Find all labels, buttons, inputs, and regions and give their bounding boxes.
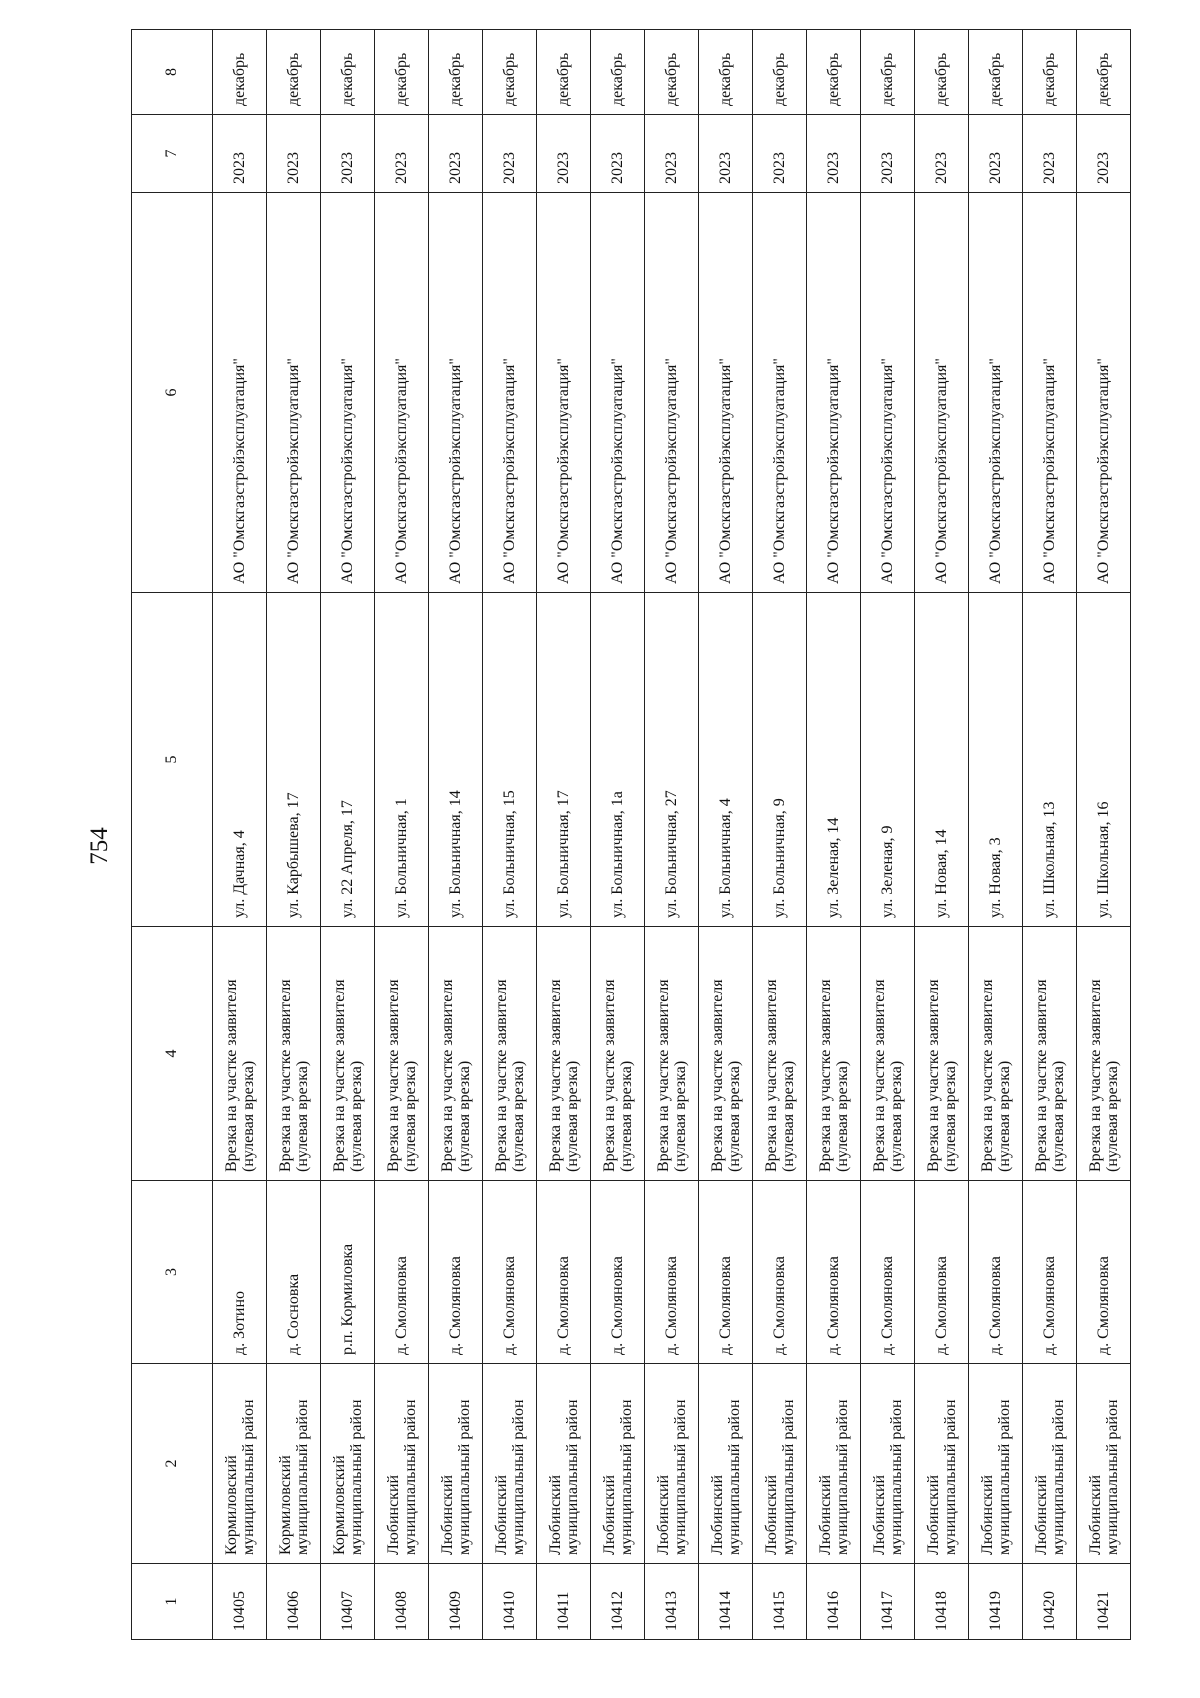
table-row <box>807 30 861 1640</box>
cell-district: Любинский муниципальный район <box>645 1364 699 1564</box>
cell-month: декабрь <box>753 30 807 115</box>
cell-year: 2023 <box>321 115 375 193</box>
cell-month: декабрь <box>915 30 969 115</box>
cell-locality: д. Смоляновка <box>537 1181 591 1364</box>
cell-address: ул. Больничная, 27 <box>645 593 699 927</box>
cell-number: 10417 <box>861 1564 915 1640</box>
cell-number: 10414 <box>699 1564 753 1640</box>
cell-address: ул. Школьная, 16 <box>1077 593 1131 927</box>
cell-month: декабрь <box>861 30 915 115</box>
cell-year: 2023 <box>807 115 861 193</box>
cell-locality: д. Смоляновка <box>483 1181 537 1364</box>
column-header: 6 <box>132 193 213 593</box>
column-header: 4 <box>132 927 213 1181</box>
cell-locality: д. Смоляновка <box>915 1181 969 1364</box>
cell-district: Любинский муниципальный район <box>1077 1364 1131 1564</box>
cell-work-type: Врезка на участке заявителя (нулевая врезка) <box>375 927 429 1181</box>
cell-month: декабрь <box>1077 30 1131 115</box>
table-row <box>213 30 267 1640</box>
table-row <box>753 30 807 1640</box>
cell-organization: АО "Омскгазстройэксплуатация" <box>807 193 861 593</box>
cell-year: 2023 <box>591 115 645 193</box>
table-row <box>1077 30 1131 1640</box>
table-row <box>861 30 915 1640</box>
cell-work-type: Врезка на участке заявителя (нулевая врезка) <box>915 927 969 1181</box>
cell-month: декабрь <box>321 30 375 115</box>
cell-locality: д. Смоляновка <box>645 1181 699 1364</box>
cell-district: Любинский муниципальный район <box>537 1364 591 1564</box>
cell-work-type: Врезка на участке заявителя (нулевая врезка) <box>591 927 645 1181</box>
cell-organization: АО "Омскгазстройэксплуатация" <box>591 193 645 593</box>
cell-organization: АО "Омскгазстройэксплуатация" <box>1023 193 1077 593</box>
cell-organization: АО "Омскгазстройэксплуатация" <box>861 193 915 593</box>
cell-district: Любинский муниципальный район <box>429 1364 483 1564</box>
cell-number: 10420 <box>1023 1564 1077 1640</box>
cell-organization: АО "Омскгазстройэксплуатация" <box>915 193 969 593</box>
cell-number: 10421 <box>1077 1564 1131 1640</box>
cell-district: Любинский муниципальный район <box>591 1364 645 1564</box>
cell-district: Любинский муниципальный район <box>375 1364 429 1564</box>
cell-locality: д. Смоляновка <box>375 1181 429 1364</box>
table-row <box>429 30 483 1640</box>
cell-year: 2023 <box>699 115 753 193</box>
table-row <box>645 30 699 1640</box>
cell-work-type: Врезка на участке заявителя (нулевая врезка) <box>321 927 375 1181</box>
table-row <box>321 30 375 1640</box>
cell-number: 10415 <box>753 1564 807 1640</box>
cell-district: Любинский муниципальный район <box>915 1364 969 1564</box>
cell-organization: АО "Омскгазстройэксплуатация" <box>429 193 483 593</box>
cell-number: 10411 <box>537 1564 591 1640</box>
cell-work-type: Врезка на участке заявителя (нулевая врезка) <box>1077 927 1131 1181</box>
cell-locality: р.п. Кормиловка <box>321 1181 375 1364</box>
cell-number: 10405 <box>213 1564 267 1640</box>
cell-year: 2023 <box>915 115 969 193</box>
cell-work-type: Врезка на участке заявителя (нулевая врезка) <box>645 927 699 1181</box>
cell-year: 2023 <box>861 115 915 193</box>
cell-work-type: Врезка на участке заявителя (нулевая врезка) <box>861 927 915 1181</box>
cell-district: Кормиловский муниципальный район <box>267 1364 321 1564</box>
cell-month: декабрь <box>429 30 483 115</box>
cell-locality: д. Смоляновка <box>591 1181 645 1364</box>
cell-year: 2023 <box>753 115 807 193</box>
cell-year: 2023 <box>645 115 699 193</box>
cell-number: 10418 <box>915 1564 969 1640</box>
cell-work-type: Врезка на участке заявителя (нулевая врезка) <box>753 927 807 1181</box>
cell-organization: АО "Омскгазстройэксплуатация" <box>645 193 699 593</box>
cell-locality: д. Смоляновка <box>1023 1181 1077 1364</box>
cell-work-type: Врезка на участке заявителя (нулевая врезка) <box>807 927 861 1181</box>
cell-address: ул. Больничная, 17 <box>537 593 591 927</box>
cell-address: ул. Больничная, 1 <box>375 593 429 927</box>
cell-address: ул. Дачная, 4 <box>213 593 267 927</box>
cell-number: 10419 <box>969 1564 1023 1640</box>
table-row <box>969 30 1023 1640</box>
cell-address: ул. Зеленая, 9 <box>861 593 915 927</box>
cell-locality: д. Смоляновка <box>807 1181 861 1364</box>
column-header: 3 <box>132 1181 213 1364</box>
cell-organization: АО "Омскгазстройэксплуатация" <box>699 193 753 593</box>
cell-address: ул. Школьная, 13 <box>1023 593 1077 927</box>
cell-year: 2023 <box>267 115 321 193</box>
page-number: 754 <box>86 827 113 865</box>
cell-organization: АО "Омскгазстройэксплуатация" <box>1077 193 1131 593</box>
cell-address: ул. Карбышева, 17 <box>267 593 321 927</box>
cell-address: ул. Новая, 14 <box>915 593 969 927</box>
cell-address: ул. Больничная, 9 <box>753 593 807 927</box>
table-row <box>375 30 429 1640</box>
cell-year: 2023 <box>1077 115 1131 193</box>
cell-year: 2023 <box>213 115 267 193</box>
cell-district: Любинский муниципальный район <box>807 1364 861 1564</box>
cell-locality: д. Смоляновка <box>753 1181 807 1364</box>
cell-month: декабрь <box>591 30 645 115</box>
cell-month: декабрь <box>537 30 591 115</box>
gas-connection-table <box>131 29 1131 1640</box>
cell-address: ул. Больничная, 1а <box>591 593 645 927</box>
cell-address: ул. Зеленая, 14 <box>807 593 861 927</box>
cell-address: ул. 22 Апреля, 17 <box>321 593 375 927</box>
table-row <box>483 30 537 1640</box>
cell-organization: АО "Омскгазстройэксплуатация" <box>321 193 375 593</box>
cell-organization: АО "Омскгазстройэксплуатация" <box>213 193 267 593</box>
column-header: 2 <box>132 1364 213 1564</box>
table-row <box>537 30 591 1640</box>
cell-number: 10407 <box>321 1564 375 1640</box>
cell-number: 10406 <box>267 1564 321 1640</box>
cell-organization: АО "Омскгазстройэксплуатация" <box>375 193 429 593</box>
column-header: 7 <box>132 115 213 193</box>
column-header: 5 <box>132 593 213 927</box>
cell-month: декабрь <box>1023 30 1077 115</box>
cell-address: ул. Новая, 3 <box>969 593 1023 927</box>
cell-work-type: Врезка на участке заявителя (нулевая врезка) <box>1023 927 1077 1181</box>
table-body <box>213 30 1131 1640</box>
cell-month: декабрь <box>213 30 267 115</box>
table-wrapper <box>131 30 1121 1640</box>
cell-district: Кормиловский муниципальный район <box>213 1364 267 1564</box>
cell-district: Любинский муниципальный район <box>861 1364 915 1564</box>
cell-month: декабрь <box>483 30 537 115</box>
cell-district: Любинский муниципальный район <box>969 1364 1023 1564</box>
cell-locality: д. Смоляновка <box>1077 1181 1131 1364</box>
cell-year: 2023 <box>429 115 483 193</box>
cell-work-type: Врезка на участке заявителя (нулевая врезка) <box>267 927 321 1181</box>
cell-locality: д. Смоляновка <box>969 1181 1023 1364</box>
cell-work-type: Врезка на участке заявителя (нулевая врезка) <box>483 927 537 1181</box>
cell-locality: д. Зотино <box>213 1181 267 1364</box>
cell-year: 2023 <box>969 115 1023 193</box>
cell-address: ул. Больничная, 4 <box>699 593 753 927</box>
cell-year: 2023 <box>483 115 537 193</box>
cell-year: 2023 <box>375 115 429 193</box>
table-row <box>699 30 753 1640</box>
cell-number: 10412 <box>591 1564 645 1640</box>
cell-district: Кормиловский муниципальный район <box>321 1364 375 1564</box>
cell-organization: АО "Омскгазстройэксплуатация" <box>537 193 591 593</box>
cell-district: Любинский муниципальный район <box>699 1364 753 1564</box>
cell-district: Любинский муниципальный район <box>483 1364 537 1564</box>
cell-work-type: Врезка на участке заявителя (нулевая врезка) <box>537 927 591 1181</box>
cell-locality: д. Сосновка <box>267 1181 321 1364</box>
cell-work-type: Врезка на участке заявителя (нулевая врезка) <box>213 927 267 1181</box>
cell-year: 2023 <box>537 115 591 193</box>
cell-address: ул. Больничная, 15 <box>483 593 537 927</box>
table-row <box>267 30 321 1640</box>
cell-number: 10408 <box>375 1564 429 1640</box>
table-row <box>915 30 969 1640</box>
table-row <box>591 30 645 1640</box>
cell-month: декабрь <box>699 30 753 115</box>
cell-organization: АО "Омскгазстройэксплуатация" <box>483 193 537 593</box>
cell-month: декабрь <box>267 30 321 115</box>
cell-locality: д. Смоляновка <box>861 1181 915 1364</box>
cell-organization: АО "Омскгазстройэксплуатация" <box>267 193 321 593</box>
cell-number: 10410 <box>483 1564 537 1640</box>
cell-address: ул. Больничная, 14 <box>429 593 483 927</box>
cell-number: 10413 <box>645 1564 699 1640</box>
cell-number: 10409 <box>429 1564 483 1640</box>
cell-work-type: Врезка на участке заявителя (нулевая врезка) <box>699 927 753 1181</box>
header-row <box>132 30 213 1640</box>
cell-locality: д. Смоляновка <box>699 1181 753 1364</box>
cell-work-type: Врезка на участке заявителя (нулевая врезка) <box>429 927 483 1181</box>
cell-district: Любинский муниципальный район <box>1023 1364 1077 1564</box>
cell-number: 10416 <box>807 1564 861 1640</box>
cell-month: декабрь <box>807 30 861 115</box>
cell-month: декабрь <box>645 30 699 115</box>
cell-month: декабрь <box>375 30 429 115</box>
cell-organization: АО "Омскгазстройэксплуатация" <box>969 193 1023 593</box>
cell-locality: д. Смоляновка <box>429 1181 483 1364</box>
cell-month: декабрь <box>969 30 1023 115</box>
column-header: 1 <box>132 1564 213 1640</box>
cell-year: 2023 <box>1023 115 1077 193</box>
cell-work-type: Врезка на участке заявителя (нулевая врезка) <box>969 927 1023 1181</box>
cell-district: Любинский муниципальный район <box>753 1364 807 1564</box>
column-header: 8 <box>132 30 213 115</box>
cell-organization: АО "Омскгазстройэксплуатация" <box>753 193 807 593</box>
table-row <box>1023 30 1077 1640</box>
